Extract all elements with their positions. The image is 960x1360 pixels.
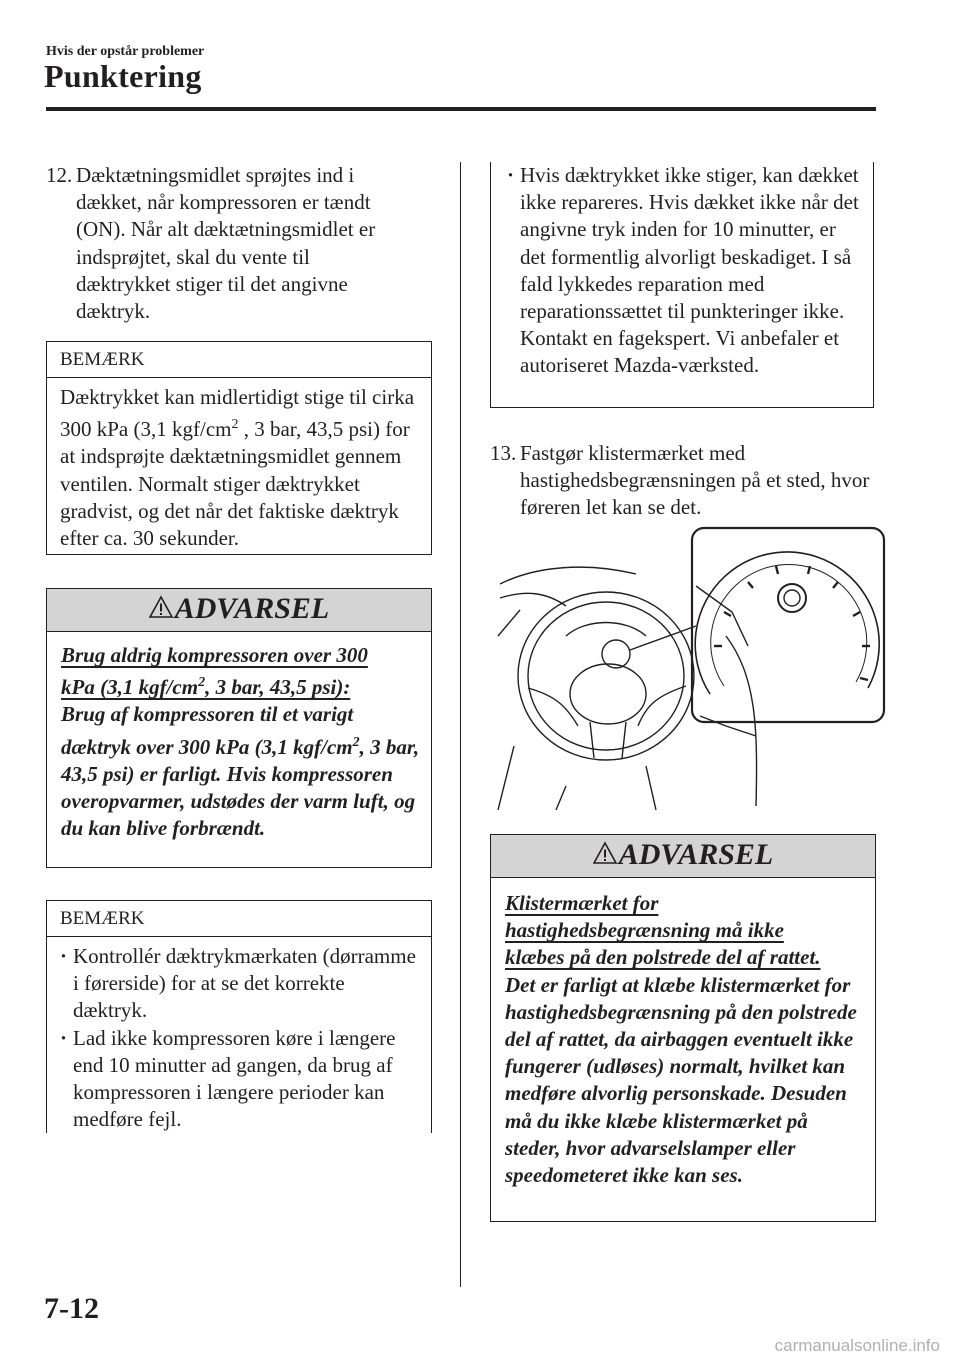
note-bullet: · Hvis dæktrykket ikke stiger, kan dækket ikke repareres. Hvis dækket ikke når det angivne tryk inden for 10 minutter, er det formentlig alvorligt beskadiget. I så fald lykkedes reparation med reparationssættet til punkteringer ikke. Kontakt en fagekspert. Vi anbefaler et autoriseret Mazda-værksted. [503, 162, 865, 380]
warning-box-1 [46, 588, 432, 868]
warning-box-2 [490, 834, 876, 1222]
warning-text: Brug aldrig kompressoren over 300 kPa (3,1 kgf/$cm^2$, 3 bar, 43,5 psi): Brug af kompressoren til et varigt dæktryk over 300 kPa (3,1 kgf/$cm^2$, 3 bar, 43,5 psi) er farligt. Hvis kompressoren overopvarmer, udstødes der varm luft, og du kan blive forbrændt. [61, 643, 420, 841]
page-title: Punktering [44, 58, 202, 94]
step-number: 13. [490, 441, 517, 465]
warning-heading: ADVARSEL [47, 589, 431, 632]
note-bullets [47, 937, 431, 1133]
note-bullet: · Lad ikke kompressoren køre i længere end 10 minutter ad gangen, da brug af kompressoren i længere perioder kan medføre fejl. [56, 1025, 423, 1134]
note-box-1 [46, 341, 432, 555]
watermark: carmanualsonline.info [774, 1336, 940, 1355]
column-divider [460, 162, 461, 1287]
steering-wheel-illustration [496, 526, 888, 810]
warning-triangle-icon [593, 841, 617, 865]
step-text: Dæktætningsmidlet sprøjtes ind i dækket, når kompressoren er tændt (ON). Når alt dæktætningsmidlet er indsprøjtet, skal du vente til dæktrykket stiger til det angivne dæktryk. [76, 163, 376, 324]
step-text: Fastgør klistermærket med hastighedsbegrænsningen på et sted, hvor føreren let kan se det. [520, 441, 870, 520]
note-continued-box [490, 162, 874, 408]
step-13 [490, 440, 870, 522]
section-label: Hvis der opstår problemer [46, 44, 205, 59]
warning-triangle-icon [149, 595, 173, 619]
note-box-2 [46, 900, 432, 1133]
step-number: 12. [46, 163, 73, 187]
warning-text: Klistermærket for hastighedsbegrænsning må ikke klæbes på den polstrede del af rattet. Det er farligt at klæbe klistermærket for hastighedsbegrænsning på den polstrede del af rattet, da airbaggen eventuelt ikke fungerer (udløses) normalt, hvilket kan medføre alvorlig personskade. Desuden må du ikke klæbe klistermærket på steder, hvor advarselslamper eller speedometeret ikke kan ses. [505, 891, 857, 1188]
note-heading: BEMÆRK [47, 901, 431, 937]
note-text: Dæktrykket kan midlertidigt stige til cirka 300 kPa (3,1 kgf/$cm^2$ , 3 bar, 43,5 psi) for at indsprøjte dæktætningsmidlet gennem ventilen. Normalt stiger dæktrykket gradvist, og det når det faktiske dæktryk efter ca. 30 sekunder. [60, 385, 415, 551]
page-number: 7-12 [44, 1292, 99, 1325]
warning-heading: ADVARSEL [491, 835, 875, 878]
step-12 [46, 162, 406, 325]
note-heading: BEMÆRK [47, 342, 431, 378]
title-rule [46, 107, 876, 111]
note-bullet: · Kontrollér dæktrykmærkaten (dørramme i førerside) for at se det korrekte dæktryk. [56, 943, 423, 1025]
